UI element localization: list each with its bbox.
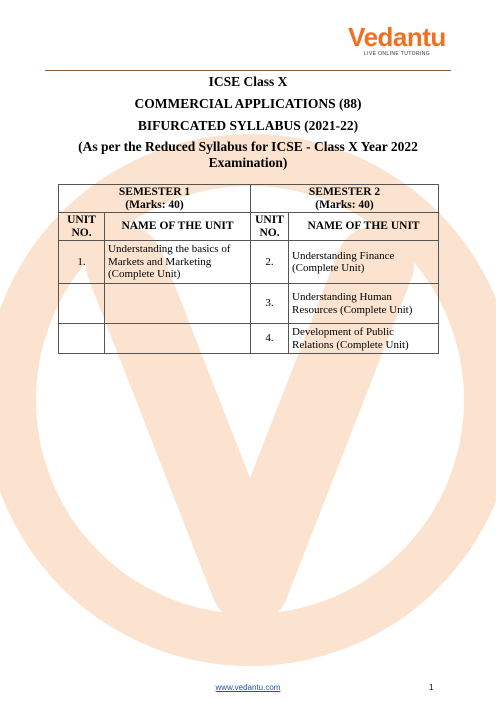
s1-unit-no-header: UNIT NO.: [59, 213, 105, 241]
s1-unit-no: 1.: [59, 241, 105, 284]
s1-unit-no: [59, 324, 105, 354]
table-row: [59, 284, 439, 324]
vedantu-website-link[interactable]: www.vedantu.com: [215, 683, 281, 692]
semester-1-header: [59, 185, 251, 213]
s1-unit-name-header: NAME OF THE UNIT: [105, 213, 251, 241]
document-heading: [60, 73, 436, 171]
s2-unit-name: Understanding Finance (Complete Unit): [289, 241, 439, 284]
s2-unit-no-header: UNIT NO.: [251, 213, 289, 241]
header-divider: [45, 70, 451, 71]
s2-unit-no: 4.: [251, 324, 289, 354]
column-header-row: [59, 213, 439, 241]
s1-unit-name: Understanding the basics of Markets and Marketing (Complete Unit): [105, 241, 251, 284]
s2-unit-name: Understanding Human Resources (Complete Unit): [289, 284, 439, 324]
semester-2-marks: (Marks: 40): [315, 198, 374, 211]
s2-unit-no: 2.: [251, 241, 289, 284]
semester-2-title: SEMESTER 2: [308, 186, 381, 198]
title-syllabus: BIFURCATED SYLLABUS (2021-22): [137, 118, 359, 133]
table-row: [59, 324, 439, 354]
s1-unit-name: [105, 324, 251, 354]
title-note: (As per the Reduced Syllabus for ICSE - Class X Year 2022 Examination): [78, 139, 418, 170]
page-number: 1: [429, 683, 434, 692]
title-class: ICSE Class X: [208, 74, 288, 89]
semester-1-marks: (Marks: 40): [125, 198, 184, 211]
s1-unit-name: [105, 284, 251, 324]
vedantu-logo: [338, 24, 456, 57]
s2-unit-name: Development of Public Relations (Complete Unit): [289, 324, 439, 354]
table-row: [59, 241, 439, 284]
s2-unit-no: 3.: [251, 284, 289, 324]
semester-header-row: [59, 185, 439, 213]
s1-unit-no: [59, 284, 105, 324]
syllabus-table: [58, 184, 439, 354]
title-subject: COMMERCIAL APPLICATIONS (88): [134, 96, 362, 111]
logo-wordmark: Vedantu: [348, 22, 446, 52]
s2-unit-name-header: NAME OF THE UNIT: [289, 213, 439, 241]
semester-2-header: [251, 185, 439, 213]
logo-tagline: LIVE ONLINE TUTORING: [363, 51, 431, 57]
semester-1-title: SEMESTER 1: [118, 186, 191, 198]
